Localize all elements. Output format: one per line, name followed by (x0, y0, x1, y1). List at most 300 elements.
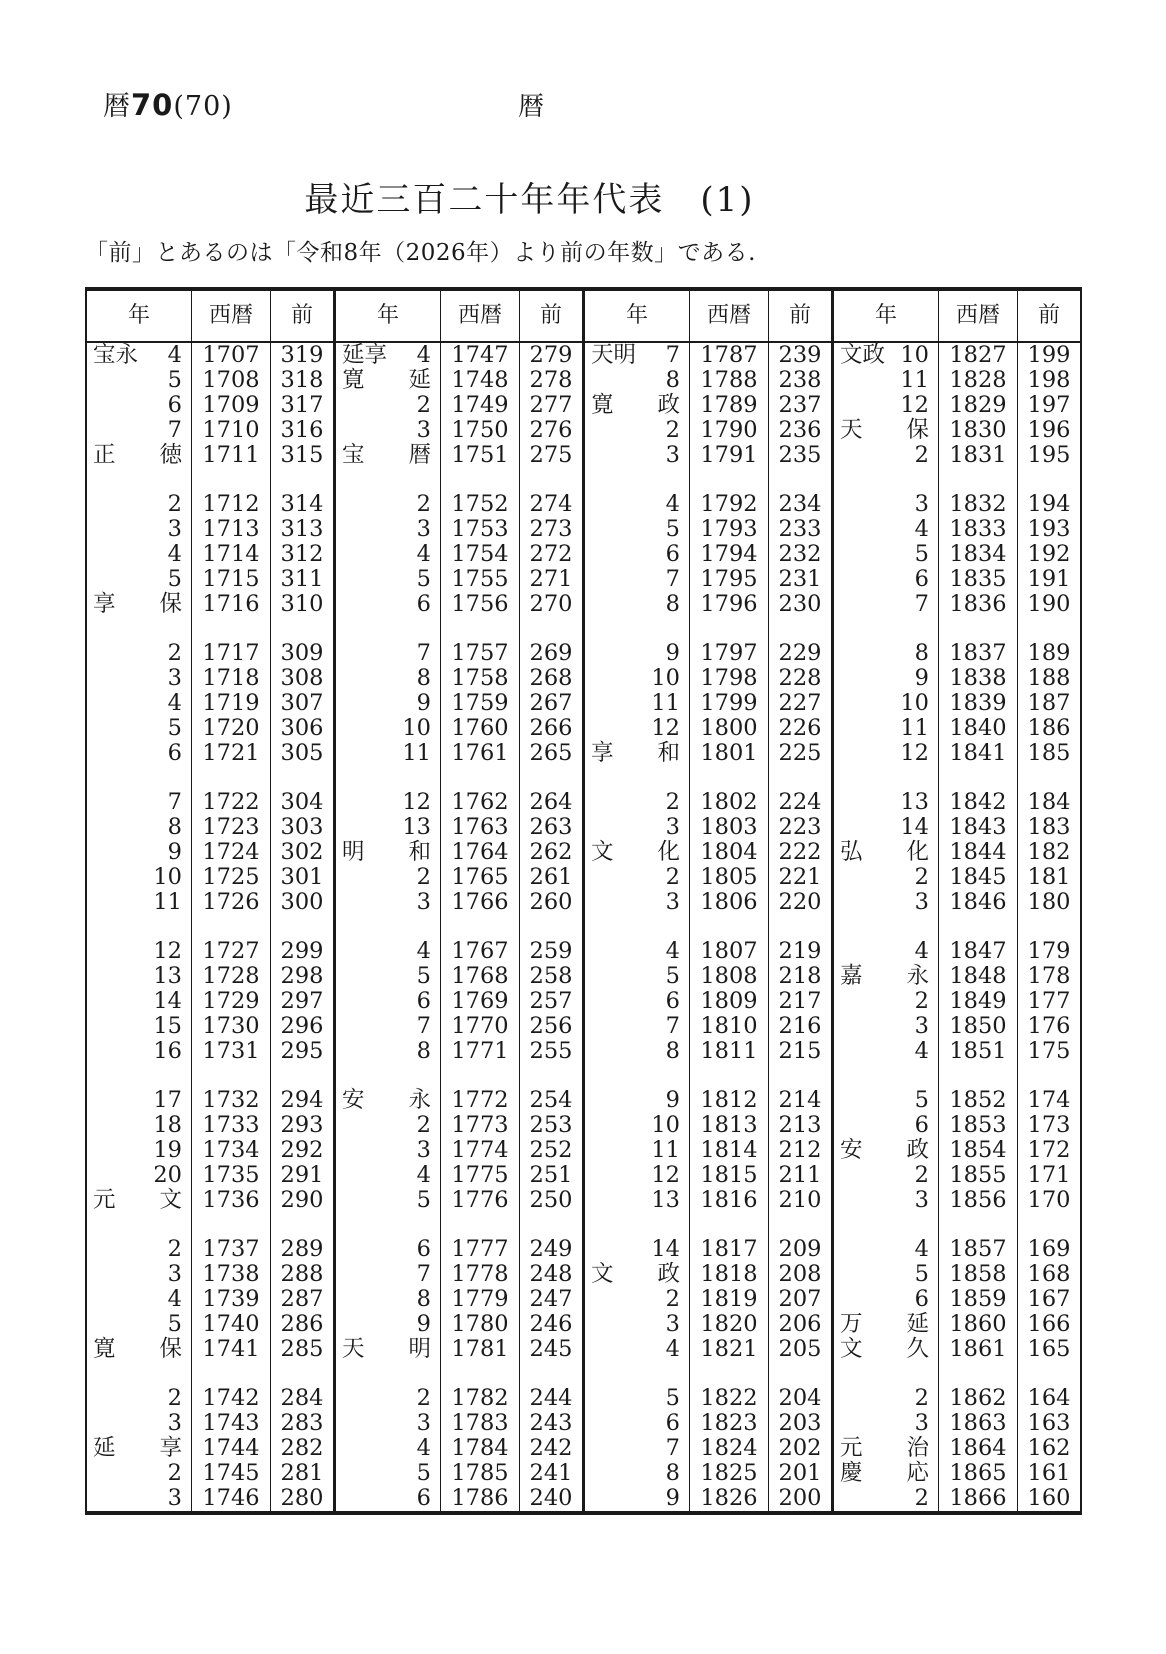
era-year-number: 16 (153, 1038, 182, 1065)
western-year-cell: 1837 (939, 641, 1018, 666)
years-before-cell: 257 (529, 988, 573, 1015)
western-year-cell: 1803 (690, 815, 769, 840)
western-year-cell: 1838 (939, 666, 1018, 691)
years-before-cell: 172 (1027, 1137, 1071, 1164)
block-spacer (1018, 1064, 1080, 1088)
era-year-number: 3 (416, 417, 431, 444)
western-year-cell: 1722 (192, 790, 271, 815)
block-spacer (585, 1064, 690, 1088)
era-year-number: 2 (167, 640, 182, 667)
years-before-cell: 236 (778, 417, 822, 444)
block-spacer (690, 617, 769, 641)
years-before-cell: 262 (529, 839, 573, 866)
western-year-cell: 1860 (939, 1312, 1018, 1337)
western-year-cell: 1813 (690, 1113, 769, 1138)
era-year-number: 6 (914, 1112, 929, 1139)
era-year-cell (336, 443, 441, 468)
era-year-cell (585, 840, 690, 865)
column-header-year: 年 (336, 291, 441, 343)
era-year-number: 4 (914, 938, 929, 965)
block-spacer (87, 915, 192, 939)
western-year-cell: 1831 (939, 443, 1018, 468)
years-before-cell: 260 (529, 889, 573, 916)
western-year-cell: 1718 (192, 666, 271, 691)
era-year-number: 13 (402, 814, 431, 841)
western-year-cell: 1809 (690, 989, 769, 1014)
era-year-cell (87, 964, 192, 989)
era-year-cell (834, 1188, 939, 1213)
era-year-cell (336, 840, 441, 865)
years-before-cell: 230 (778, 591, 822, 618)
western-year-cell: 1754 (441, 542, 520, 567)
era-year-cell (336, 1337, 441, 1362)
western-year-cell: 1855 (939, 1163, 1018, 1188)
era-name-char2: 和 (657, 740, 680, 767)
western-year-cell: 1784 (441, 1436, 520, 1461)
years-before-cell: 281 (280, 1460, 324, 1487)
years-before-cell: 178 (1027, 963, 1071, 990)
western-year-cell: 1851 (939, 1039, 1018, 1064)
era-year-number: 7 (416, 1013, 431, 1040)
western-year-cell: 1847 (939, 939, 1018, 964)
western-year-cell: 1801 (690, 741, 769, 766)
era-year-cell (585, 1088, 690, 1113)
years-before-cell: 162 (1027, 1435, 1071, 1462)
block-spacer (769, 766, 831, 790)
western-year-cell: 1725 (192, 865, 271, 890)
era-year-cell (87, 666, 192, 691)
era-name-char1: 宝 (342, 442, 365, 469)
block-spacer (520, 766, 582, 790)
western-year-cell: 1755 (441, 567, 520, 592)
western-year-cell: 1826 (690, 1486, 769, 1511)
era-group-1 (87, 291, 336, 1511)
years-before-cell: 238 (778, 367, 822, 394)
era-name-char1: 安 (840, 1137, 863, 1164)
era-year-cell (336, 1237, 441, 1262)
years-before-cell: 200 (778, 1485, 822, 1512)
years-before-cell: 288 (280, 1261, 324, 1288)
years-before-cell: 265 (529, 740, 573, 767)
years-before-cell: 235 (778, 442, 822, 469)
years-before-cell: 168 (1027, 1261, 1071, 1288)
era-name-char1: 万 (840, 1311, 863, 1338)
block-spacer (192, 915, 271, 939)
era-year-cell (336, 1039, 441, 1064)
era-year-cell (87, 840, 192, 865)
years-before-cell: 293 (280, 1112, 324, 1139)
years-before-cell: 272 (529, 541, 573, 568)
western-year-cell: 1775 (441, 1163, 520, 1188)
years-before-cell: 175 (1027, 1038, 1071, 1065)
era-name-char2: 治 (906, 1435, 929, 1462)
era-name-char2: 化 (657, 839, 680, 866)
years-before-cell: 290 (280, 1187, 324, 1214)
era-year-cell (87, 1411, 192, 1436)
era-name-char1: 延 (93, 1435, 116, 1462)
years-before-cell: 226 (778, 715, 822, 742)
years-before-cell: 253 (529, 1112, 573, 1139)
years-before-cell: 198 (1027, 367, 1071, 394)
era-year-cell (585, 1287, 690, 1312)
era-year-number: 8 (416, 1038, 431, 1065)
western-year-cell: 1828 (939, 368, 1018, 393)
era-name-char1: 文 (591, 1261, 614, 1288)
era-year-cell (87, 1486, 192, 1511)
era-year-cell (336, 1436, 441, 1461)
western-year-cell: 1757 (441, 641, 520, 666)
western-year-cell: 1863 (939, 1411, 1018, 1436)
block-spacer (441, 617, 520, 641)
western-year-cell: 1844 (939, 840, 1018, 865)
era-year-cell (834, 641, 939, 666)
block-spacer (441, 1064, 520, 1088)
era-year-cell (834, 1386, 939, 1411)
era-year-cell (834, 1436, 939, 1461)
era-year-number: 9 (665, 1485, 680, 1512)
western-year-cell: 1787 (690, 343, 769, 368)
era-year-cell (834, 666, 939, 691)
years-before-cell: 180 (1027, 889, 1071, 916)
era-year-number: 6 (416, 591, 431, 618)
years-before-cell: 213 (778, 1112, 822, 1139)
western-year-cell: 1842 (939, 790, 1018, 815)
era-year-number: 2 (416, 491, 431, 518)
column-header-west: 西暦 (441, 291, 520, 343)
era-year-cell (87, 989, 192, 1014)
years-before-cell: 299 (280, 938, 324, 965)
era-year-number: 3 (416, 1137, 431, 1164)
western-year-cell: 1836 (939, 592, 1018, 617)
era-year-cell (336, 1163, 441, 1188)
era-year-number: 4 (167, 1286, 182, 1313)
western-year-cell: 1760 (441, 716, 520, 741)
era-name-char1: 弘 (840, 839, 863, 866)
era-year-number: 3 (914, 491, 929, 518)
era-name-char2: 暦 (408, 442, 431, 469)
western-year-cell: 1737 (192, 1237, 271, 1262)
western-year-cell: 1840 (939, 716, 1018, 741)
years-before-cell: 249 (529, 1236, 573, 1263)
era-year-cell (585, 1486, 690, 1511)
era-year-cell (336, 343, 441, 368)
era-name-char1: 寛 (342, 367, 365, 394)
era-year-number: 2 (665, 417, 680, 444)
era-year-cell (87, 1113, 192, 1138)
era-year-cell (336, 815, 441, 840)
era-year-cell (87, 1337, 192, 1362)
era-year-number: 9 (167, 839, 182, 866)
western-year-cell: 1793 (690, 517, 769, 542)
years-before-cell: 269 (529, 640, 573, 667)
era-name-char1: 文 (591, 839, 614, 866)
years-before-cell: 194 (1027, 491, 1071, 518)
era-year-number: 3 (167, 1410, 182, 1437)
era-year-number: 12 (402, 789, 431, 816)
era-name-char1: 寛 (93, 1336, 116, 1363)
years-before-cell: 246 (529, 1311, 573, 1338)
western-year-cell: 1783 (441, 1411, 520, 1436)
era-year-number: 9 (416, 1311, 431, 1338)
western-year-cell: 1724 (192, 840, 271, 865)
era-year-number: 17 (153, 1087, 182, 1114)
era-year-number: 6 (416, 1485, 431, 1512)
western-year-cell: 1816 (690, 1188, 769, 1213)
era-year-number: 14 (153, 988, 182, 1015)
western-year-cell: 1832 (939, 492, 1018, 517)
era-name-char2: 延 (906, 1311, 929, 1338)
western-year-cell: 1845 (939, 865, 1018, 890)
era-year-cell (87, 492, 192, 517)
era-year-number: 5 (914, 541, 929, 568)
era-year-cell (87, 1138, 192, 1163)
block-spacer (336, 766, 441, 790)
era-year-cell (585, 1337, 690, 1362)
western-year-cell: 1728 (192, 964, 271, 989)
era-year-cell (585, 1312, 690, 1337)
years-before-cell: 297 (280, 988, 324, 1015)
era-year-number: 10 (153, 864, 182, 891)
western-year-cell: 1814 (690, 1138, 769, 1163)
western-year-cell: 1753 (441, 517, 520, 542)
block-spacer (690, 1213, 769, 1237)
western-year-cell: 1846 (939, 890, 1018, 915)
era-year-number: 5 (167, 367, 182, 394)
western-year-cell: 1834 (939, 542, 1018, 567)
era-year-cell (336, 393, 441, 418)
era-year-cell (834, 368, 939, 393)
column-header-pre: 前 (769, 291, 831, 343)
block-spacer (441, 1362, 520, 1386)
western-year-cell: 1739 (192, 1287, 271, 1312)
era-year-cell (585, 666, 690, 691)
era-year-number: 2 (416, 864, 431, 891)
western-year-cell: 1767 (441, 939, 520, 964)
era-name-char2: 和 (408, 839, 431, 866)
years-before-cell: 229 (778, 640, 822, 667)
years-before-cell: 196 (1027, 417, 1071, 444)
block-spacer (1018, 1362, 1080, 1386)
years-before-cell: 190 (1027, 591, 1071, 618)
era-year-number: 12 (651, 1162, 680, 1189)
western-year-cell: 1741 (192, 1337, 271, 1362)
years-before-cell: 251 (529, 1162, 573, 1189)
years-before-cell: 165 (1027, 1336, 1071, 1363)
column-header-pre: 前 (1018, 291, 1080, 343)
era-name-char1: 天 (342, 1336, 365, 1363)
era-year-cell (585, 1436, 690, 1461)
years-before-cell: 204 (778, 1385, 822, 1412)
era-year-cell (834, 989, 939, 1014)
block-spacer (769, 915, 831, 939)
era-year-cell (87, 517, 192, 542)
era-year-cell (834, 492, 939, 517)
years-before-cell: 254 (529, 1087, 573, 1114)
era-year-cell (585, 592, 690, 617)
era-name-char2: 保 (159, 1336, 182, 1363)
western-year-cell: 1843 (939, 815, 1018, 840)
era-name-char2: 保 (159, 591, 182, 618)
era-year-number: 2 (416, 1112, 431, 1139)
era-name-char2: 応 (906, 1460, 929, 1487)
column-header-west: 西暦 (192, 291, 271, 343)
era-year-number: 2 (167, 1236, 182, 1263)
years-before-cell: 301 (280, 864, 324, 891)
block-spacer (520, 617, 582, 641)
years-before-cell: 304 (280, 789, 324, 816)
years-before-cell: 273 (529, 516, 573, 543)
western-year-cell: 1785 (441, 1461, 520, 1486)
era-name-char1: 元 (840, 1435, 863, 1462)
block-spacer (585, 1213, 690, 1237)
years-before-cell: 202 (778, 1435, 822, 1462)
years-before-cell: 309 (280, 640, 324, 667)
years-before-cell: 315 (280, 442, 324, 469)
years-before-cell: 208 (778, 1261, 822, 1288)
era-year-cell (87, 443, 192, 468)
era-year-cell (87, 890, 192, 915)
western-year-cell: 1733 (192, 1113, 271, 1138)
era-year-number: 12 (900, 392, 929, 419)
era-year-cell (834, 1411, 939, 1436)
era-year-cell (87, 790, 192, 815)
era-year-cell (87, 691, 192, 716)
western-year-cell: 1751 (441, 443, 520, 468)
western-year-cell: 1729 (192, 989, 271, 1014)
era-year-number: 13 (900, 789, 929, 816)
era-name: 天明 (591, 342, 637, 369)
era-name-char2: 永 (906, 963, 929, 990)
years-before-cell: 319 (280, 342, 324, 369)
western-year-cell: 1856 (939, 1188, 1018, 1213)
years-before-cell: 218 (778, 963, 822, 990)
column-header-west: 西暦 (690, 291, 769, 343)
years-before-cell: 314 (280, 491, 324, 518)
era-name-char1: 享 (591, 740, 614, 767)
table-note: 「前」とあるのは「令和8年（2026年）より前の年数」である. (85, 240, 756, 266)
western-year-cell: 1745 (192, 1461, 271, 1486)
era-year-cell (336, 492, 441, 517)
years-before-cell: 233 (778, 516, 822, 543)
years-before-cell: 268 (529, 665, 573, 692)
era-year-cell (336, 1312, 441, 1337)
western-year-cell: 1779 (441, 1287, 520, 1312)
block-spacer (834, 915, 939, 939)
years-before-cell: 287 (280, 1286, 324, 1313)
block-spacer (87, 468, 192, 492)
western-year-cell: 1748 (441, 368, 520, 393)
era-name-char1: 元 (93, 1187, 116, 1214)
western-year-cell: 1839 (939, 691, 1018, 716)
era-year-cell (585, 716, 690, 741)
era-name-char1: 正 (93, 442, 116, 469)
era-year-cell (834, 790, 939, 815)
years-before-cell: 278 (529, 367, 573, 394)
era-year-cell (87, 1287, 192, 1312)
western-year-cell: 1802 (690, 790, 769, 815)
block-spacer (336, 915, 441, 939)
era-year-cell (585, 890, 690, 915)
era-year-cell (336, 1386, 441, 1411)
western-year-cell: 1735 (192, 1163, 271, 1188)
years-before-cell: 177 (1027, 988, 1071, 1015)
era-year-cell (336, 1188, 441, 1213)
years-before-cell: 284 (280, 1385, 324, 1412)
era-year-cell (585, 1386, 690, 1411)
block-spacer (441, 468, 520, 492)
era-name-char2: 文 (159, 1187, 182, 1214)
years-before-cell: 173 (1027, 1112, 1071, 1139)
western-year-cell: 1823 (690, 1411, 769, 1436)
era-year-cell (87, 368, 192, 393)
years-before-cell: 170 (1027, 1187, 1071, 1214)
era-year-cell (336, 1113, 441, 1138)
era-year-cell (336, 1262, 441, 1287)
western-year-cell: 1766 (441, 890, 520, 915)
years-before-cell: 210 (778, 1187, 822, 1214)
western-year-cell: 1791 (690, 443, 769, 468)
western-year-cell: 1782 (441, 1386, 520, 1411)
western-year-cell: 1750 (441, 418, 520, 443)
era-year-number: 14 (900, 814, 929, 841)
era-year-cell (585, 939, 690, 964)
western-year-cell: 1711 (192, 443, 271, 468)
western-year-cell: 1817 (690, 1237, 769, 1262)
era-name-char1: 寛 (591, 392, 614, 419)
block-spacer (690, 1362, 769, 1386)
era-year-number: 4 (914, 516, 929, 543)
era-name-char1: 文 (840, 1336, 863, 1363)
era-year-number: 4 (416, 938, 431, 965)
block-spacer (520, 468, 582, 492)
years-before-cell: 182 (1027, 839, 1071, 866)
era-name-char1: 安 (342, 1087, 365, 1114)
era-year-number: 11 (900, 367, 929, 394)
western-year-cell: 1789 (690, 393, 769, 418)
western-year-cell: 1830 (939, 418, 1018, 443)
era-year-number: 3 (914, 1187, 929, 1214)
era-year-cell (834, 939, 939, 964)
era-year-number: 2 (914, 1385, 929, 1412)
era-name-char1: 嘉 (840, 963, 863, 990)
western-year-cell: 1768 (441, 964, 520, 989)
block-spacer (834, 766, 939, 790)
era-year-cell (336, 368, 441, 393)
block-spacer (192, 1213, 271, 1237)
western-year-cell: 1812 (690, 1088, 769, 1113)
block-spacer (585, 1362, 690, 1386)
era-year-number: 7 (416, 640, 431, 667)
western-year-cell: 1866 (939, 1486, 1018, 1511)
years-before-cell: 183 (1027, 814, 1071, 841)
era-year-number: 10 (900, 690, 929, 717)
years-before-cell: 318 (280, 367, 324, 394)
era-year-cell (336, 1088, 441, 1113)
era-year-number: 3 (167, 516, 182, 543)
block-spacer (271, 1213, 333, 1237)
block-spacer (336, 1213, 441, 1237)
western-year-cell: 1777 (441, 1237, 520, 1262)
western-year-cell: 1746 (192, 1486, 271, 1511)
era-year-number: 15 (153, 1013, 182, 1040)
era-year-number: 6 (416, 1236, 431, 1263)
era-year-cell (585, 865, 690, 890)
era-year-number: 3 (665, 889, 680, 916)
western-year-cell: 1858 (939, 1262, 1018, 1287)
years-before-cell: 244 (529, 1385, 573, 1412)
block-spacer (939, 617, 1018, 641)
western-year-cell: 1759 (441, 691, 520, 716)
